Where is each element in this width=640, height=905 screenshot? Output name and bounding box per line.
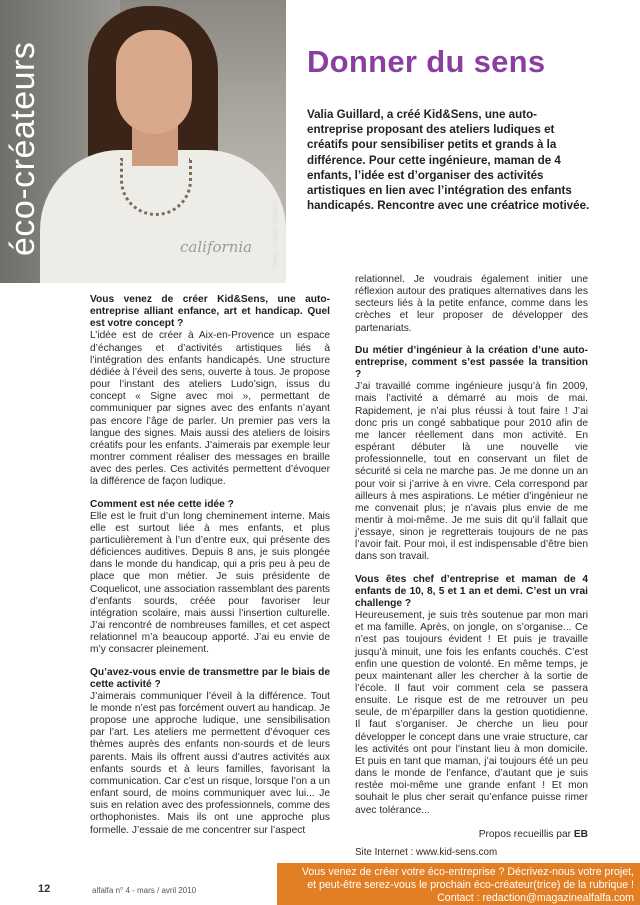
callout-contact[interactable]: Contact : redaction@magazinealfalfa.com bbox=[437, 891, 634, 904]
contact-callout bbox=[277, 863, 640, 905]
left-column bbox=[90, 294, 330, 837]
answer-3-continuation: relationnel. Je voudrais également initier une réflexion autour des pratiques alternatives dans les secteurs liés à la petite enfance, comme dans les crèches et leur proposer de développer des partenariats. bbox=[355, 274, 588, 334]
answer-1: L’idée est de créer à Aix-en-Provence un espace d’échanges et d’activités artistiques liés à l’intégration des enfants handicapés. Une structure dédiée à l’éveil des sens, ouverte à tous. Je propose pour l’instant des ateliers Ludo’sign, issus du concept « Signe avec moi », permettant de communiquer par signes avec des enfants n’ayant pas encore l’âge de parler. Un premier pas vers la langue des signes. Mais aussi des ateliers de loisirs créatifs pour les enfants. J’aimerais par exemple leur montrer comment réaliser des messages en braille avec des perles. Ces activités permettent d’évoquer la différence de façon ludique. bbox=[90, 330, 330, 488]
photo-credit: Photo : Gaëtan Guillard bbox=[272, 202, 279, 270]
question-3: Qu’avez-vous envie de transmettre par le biais de cette activité ? bbox=[90, 666, 330, 690]
question-2: Comment est née cette idée ? bbox=[90, 498, 234, 510]
author-signature bbox=[355, 829, 588, 841]
answer-5: Heureusement, je suis très soutenue par mon mari et ma famille. Après, on jongle, on s’organise... Ce n’est pas toujours évident ! Et puis je travaille jusqu’à minuit, une fois les enfants couchés. C’est enfin une question de volonté. En même temps, je peux maintenant aller les chercher à la sortie de l’école. Il faut voir comment cela se passera ensuite. Le risque est de me retrouver un peu seule, de m’éparpiller dans la gestion quotidienne. Il faut s’organiser. Je cherche un lieu pour développer le concept dans une vraie structure, car les activités ont pour l’instant lieu à mon domicile. Et puis en tant que maman, j’ai toujours été un peu dans le monde de l’enfance, d’autant que je suis restée moi-même une grande enfant ! Et mon souhait le plus cher serait qu’enfance puisse rimer avec tolérance... bbox=[355, 610, 588, 816]
right-column bbox=[355, 274, 588, 859]
question-4: Du métier d’ingénieur à la création d’une auto-entreprise, comment s’est passée la transition ? bbox=[355, 344, 588, 381]
signature-prefix: Propos recueillis par bbox=[478, 828, 571, 840]
page-number: 12 bbox=[38, 883, 51, 895]
answer-4: J’ai travaillé comme ingénieure jusqu’à fin 2009, mais l’activité a démarré au mois de mai. Rapidement, je n’ai plus réussi à tout faire ! J’ai donc pris un congé sabbatique pour 2010 afin de me lancer réellement dans mon activité. En espérant débuter là une nouvelle vie professionnelle, tout en conservant un filet de sécurité si cela ne marche pas. Je me donne un an pour voir si j’arrive à en vivre. Cela correspond par ailleurs à mes aspirations. Le métier d’ingénieur ne me convenait plus; je n’avais plus envie de me mentir à moi-même. Je me suis dit qu’il fallait que j’essaye, sinon je regretterais toujours de ne pas l’avoir fait. Pour moi, il est indispensable d’être bien dans son travail. bbox=[355, 381, 588, 563]
article-title: Donner du sens bbox=[307, 44, 546, 79]
callout-line-1: Vous venez de créer votre éco-entreprise ? Décrivez-nous votre projet, bbox=[301, 866, 634, 878]
callout-line-2: et peut-être serez-vous le prochain éco-créateur(trice) de la rubrique ! bbox=[307, 878, 634, 891]
issue-info: alfalfa n° 4 - mars / avril 2010 bbox=[92, 886, 197, 895]
question-1: Vous venez de créer Kid&Sens, une auto-entreprise alliant enfance, art et handicap. Quel est votre concept ? bbox=[90, 294, 330, 330]
answer-2: Elle est le fruit d’un long cheminement interne. Mais elle est surtout liée à mes enfants, et plus particulièrement à l’un d’entre eux, qui présente des déficiences auditives. Depuis 8 ans, je suis plongée dans le monde du handicap, qui a pris peu à peu de place que mon métier. Je suis présidente de Coquelicot, une association rassemblant des parents d’enfants sourds, créée pour favoriser leur intégration scolaire, mais aussi l’insertion culturelle. J’ai rencontré de nombreuses familles, et cet aspect relationnel m’a beaucoup apporté. J’ai eu envie de m’y consacrer pleinement. bbox=[90, 510, 330, 656]
answer-3: J’aimerais communiquer l’éveil à la différence. Tout le monde n’est pas forcément ouvert au handicap. Je propose une approche ludique, une sensibilisation par l’art. Les ateliers me permettent d’évoquer ces thèmes auprès des enfants non-sourds et de leurs parents. Mais ils offrent aussi d’autres activités aux enfants sourds et à leurs familles, favorisant la communication. Car c’est un risque, lorsque l’on a un enfant sourd, de moins communiquer avec lui... Je suis en relation avec des professionnels, comme des orthophonistes. Mais ils ont une approche plus formelle. J’essaie de me concentrer sur l’aspect bbox=[90, 690, 330, 836]
question-5: Vous êtes chef d’entreprise et maman de 4 enfants de 10, 8, 5 et 1 an et demi. C’est un vrai challenge ? bbox=[355, 573, 588, 609]
section-label: éco-créateurs bbox=[4, 41, 42, 256]
website-link[interactable]: Site Internet : www.kid-sens.com bbox=[355, 846, 498, 858]
signature-initials: EB bbox=[573, 828, 588, 840]
article-intro: Valia Guillard, a créé Kid&Sens, une auto-entreprise proposant des ateliers ludiques et créatifs pour sensibiliser petits et grands à la différence. Pour cette ingénieure, maman de 4 enfants, l’idée est d’organiser des activités artistiques en lien avec l’intégration des enfants handicapés. Rencontre avec une créatrice motivée. bbox=[307, 108, 590, 213]
portrait-face bbox=[116, 30, 192, 134]
shirt-print-text: california bbox=[180, 238, 253, 256]
